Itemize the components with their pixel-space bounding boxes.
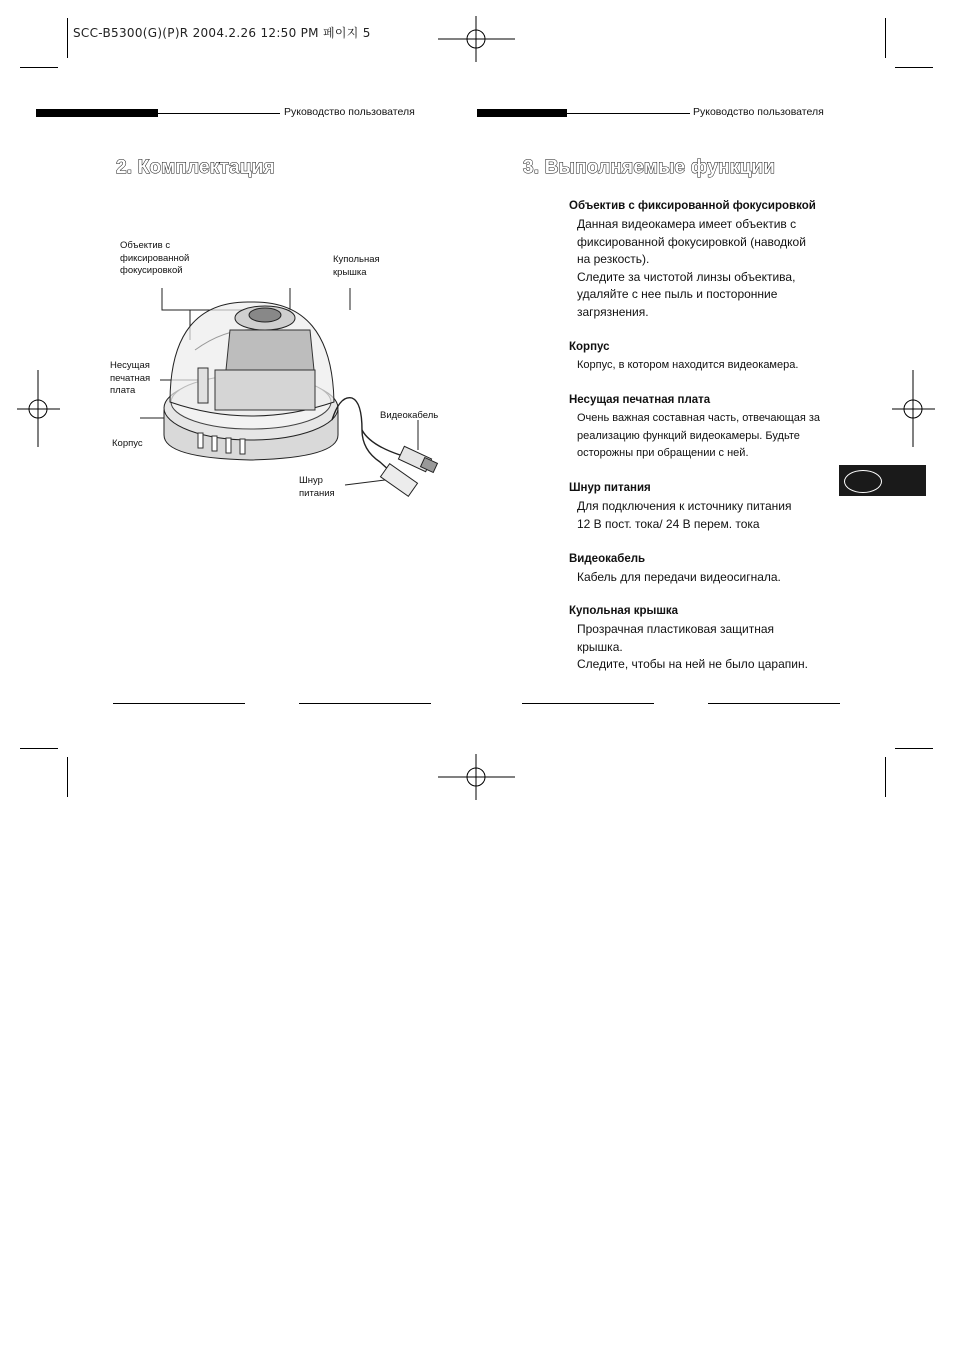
power-plug — [380, 464, 417, 497]
feature-title: Шнур питания — [569, 482, 651, 494]
right-header-bar — [477, 109, 567, 117]
feature-desc: Прозрачная пластиковая защитная крышка. Следите, чтобы на ней не было царапин. — [577, 622, 808, 671]
feature-desc: Очень важная составная часть, отвечающая за реализацию функций видеокамеры. Будьте осторожны при обращении с ней. — [577, 412, 821, 459]
feature-power — [569, 481, 849, 533]
section-title-contents: 2. Комплектация — [116, 157, 275, 178]
bnc-connector — [398, 446, 437, 472]
chapter-tab-oval — [844, 470, 882, 493]
footer-rule-3 — [522, 703, 654, 704]
registration-mark-bottom — [438, 754, 515, 800]
section-title-functions: 3. Выполняемые функции — [523, 157, 776, 178]
feature-desc: Для подключения к источнику питания 12 В пост. тока/ 24 В перем. тока — [577, 499, 792, 531]
footer-rule-4 — [708, 703, 840, 704]
feature-dome — [569, 604, 849, 674]
label-power: Шнур питания — [299, 475, 335, 499]
left-header-title: Руководство пользователя — [284, 106, 415, 118]
feature-title: Несущая печатная плата — [569, 394, 711, 406]
chapter-tab — [839, 465, 926, 496]
feature-title: Корпус — [569, 341, 610, 353]
right-header-rule — [567, 113, 690, 114]
feature-video — [569, 552, 849, 587]
footer-rule-2 — [299, 703, 431, 704]
feature-body — [569, 340, 849, 375]
feature-desc: Корпус, в котором находится видеокамера. — [577, 359, 799, 371]
feature-title: Видеокабель — [569, 553, 646, 565]
label-board: Несущая печатная плата — [110, 360, 151, 396]
label-body: Корпус — [112, 438, 143, 449]
feature-lens — [569, 199, 849, 321]
feature-desc: Кабель для передачи видеосигнала. — [577, 570, 781, 584]
footer-rule-1 — [113, 703, 245, 704]
feature-desc: Данная видеокамера имеет объектив с фиксированной фокусировкой (наводкой на резкость). Следите за чистотой линзы объектива, удаляйте с нее пыль и посторонние загрязнения. — [577, 217, 806, 319]
feature-title: Купольная крышка — [569, 605, 679, 617]
print-slug: SCC-B5300(G)(P)R 2004.2.26 12:50 PM 페이지 5 — [73, 26, 371, 40]
left-header-bar — [36, 109, 158, 117]
callout-power — [345, 480, 385, 485]
registration-mark-right — [892, 370, 935, 447]
feature-board — [569, 393, 849, 463]
right-header-title: Руководство пользователя — [693, 106, 824, 118]
camera-dome — [170, 302, 334, 416]
left-header-rule — [158, 113, 280, 114]
feature-title: Объектив с фиксированной фокусировкой — [569, 200, 816, 212]
label-video: Видеокабель — [380, 410, 439, 421]
label-lens: Объектив с фиксированной фокусировкой — [120, 240, 190, 276]
label-dome: Купольная крышка — [333, 254, 380, 278]
registration-mark-top — [438, 16, 515, 62]
registration-mark-left — [17, 370, 60, 447]
